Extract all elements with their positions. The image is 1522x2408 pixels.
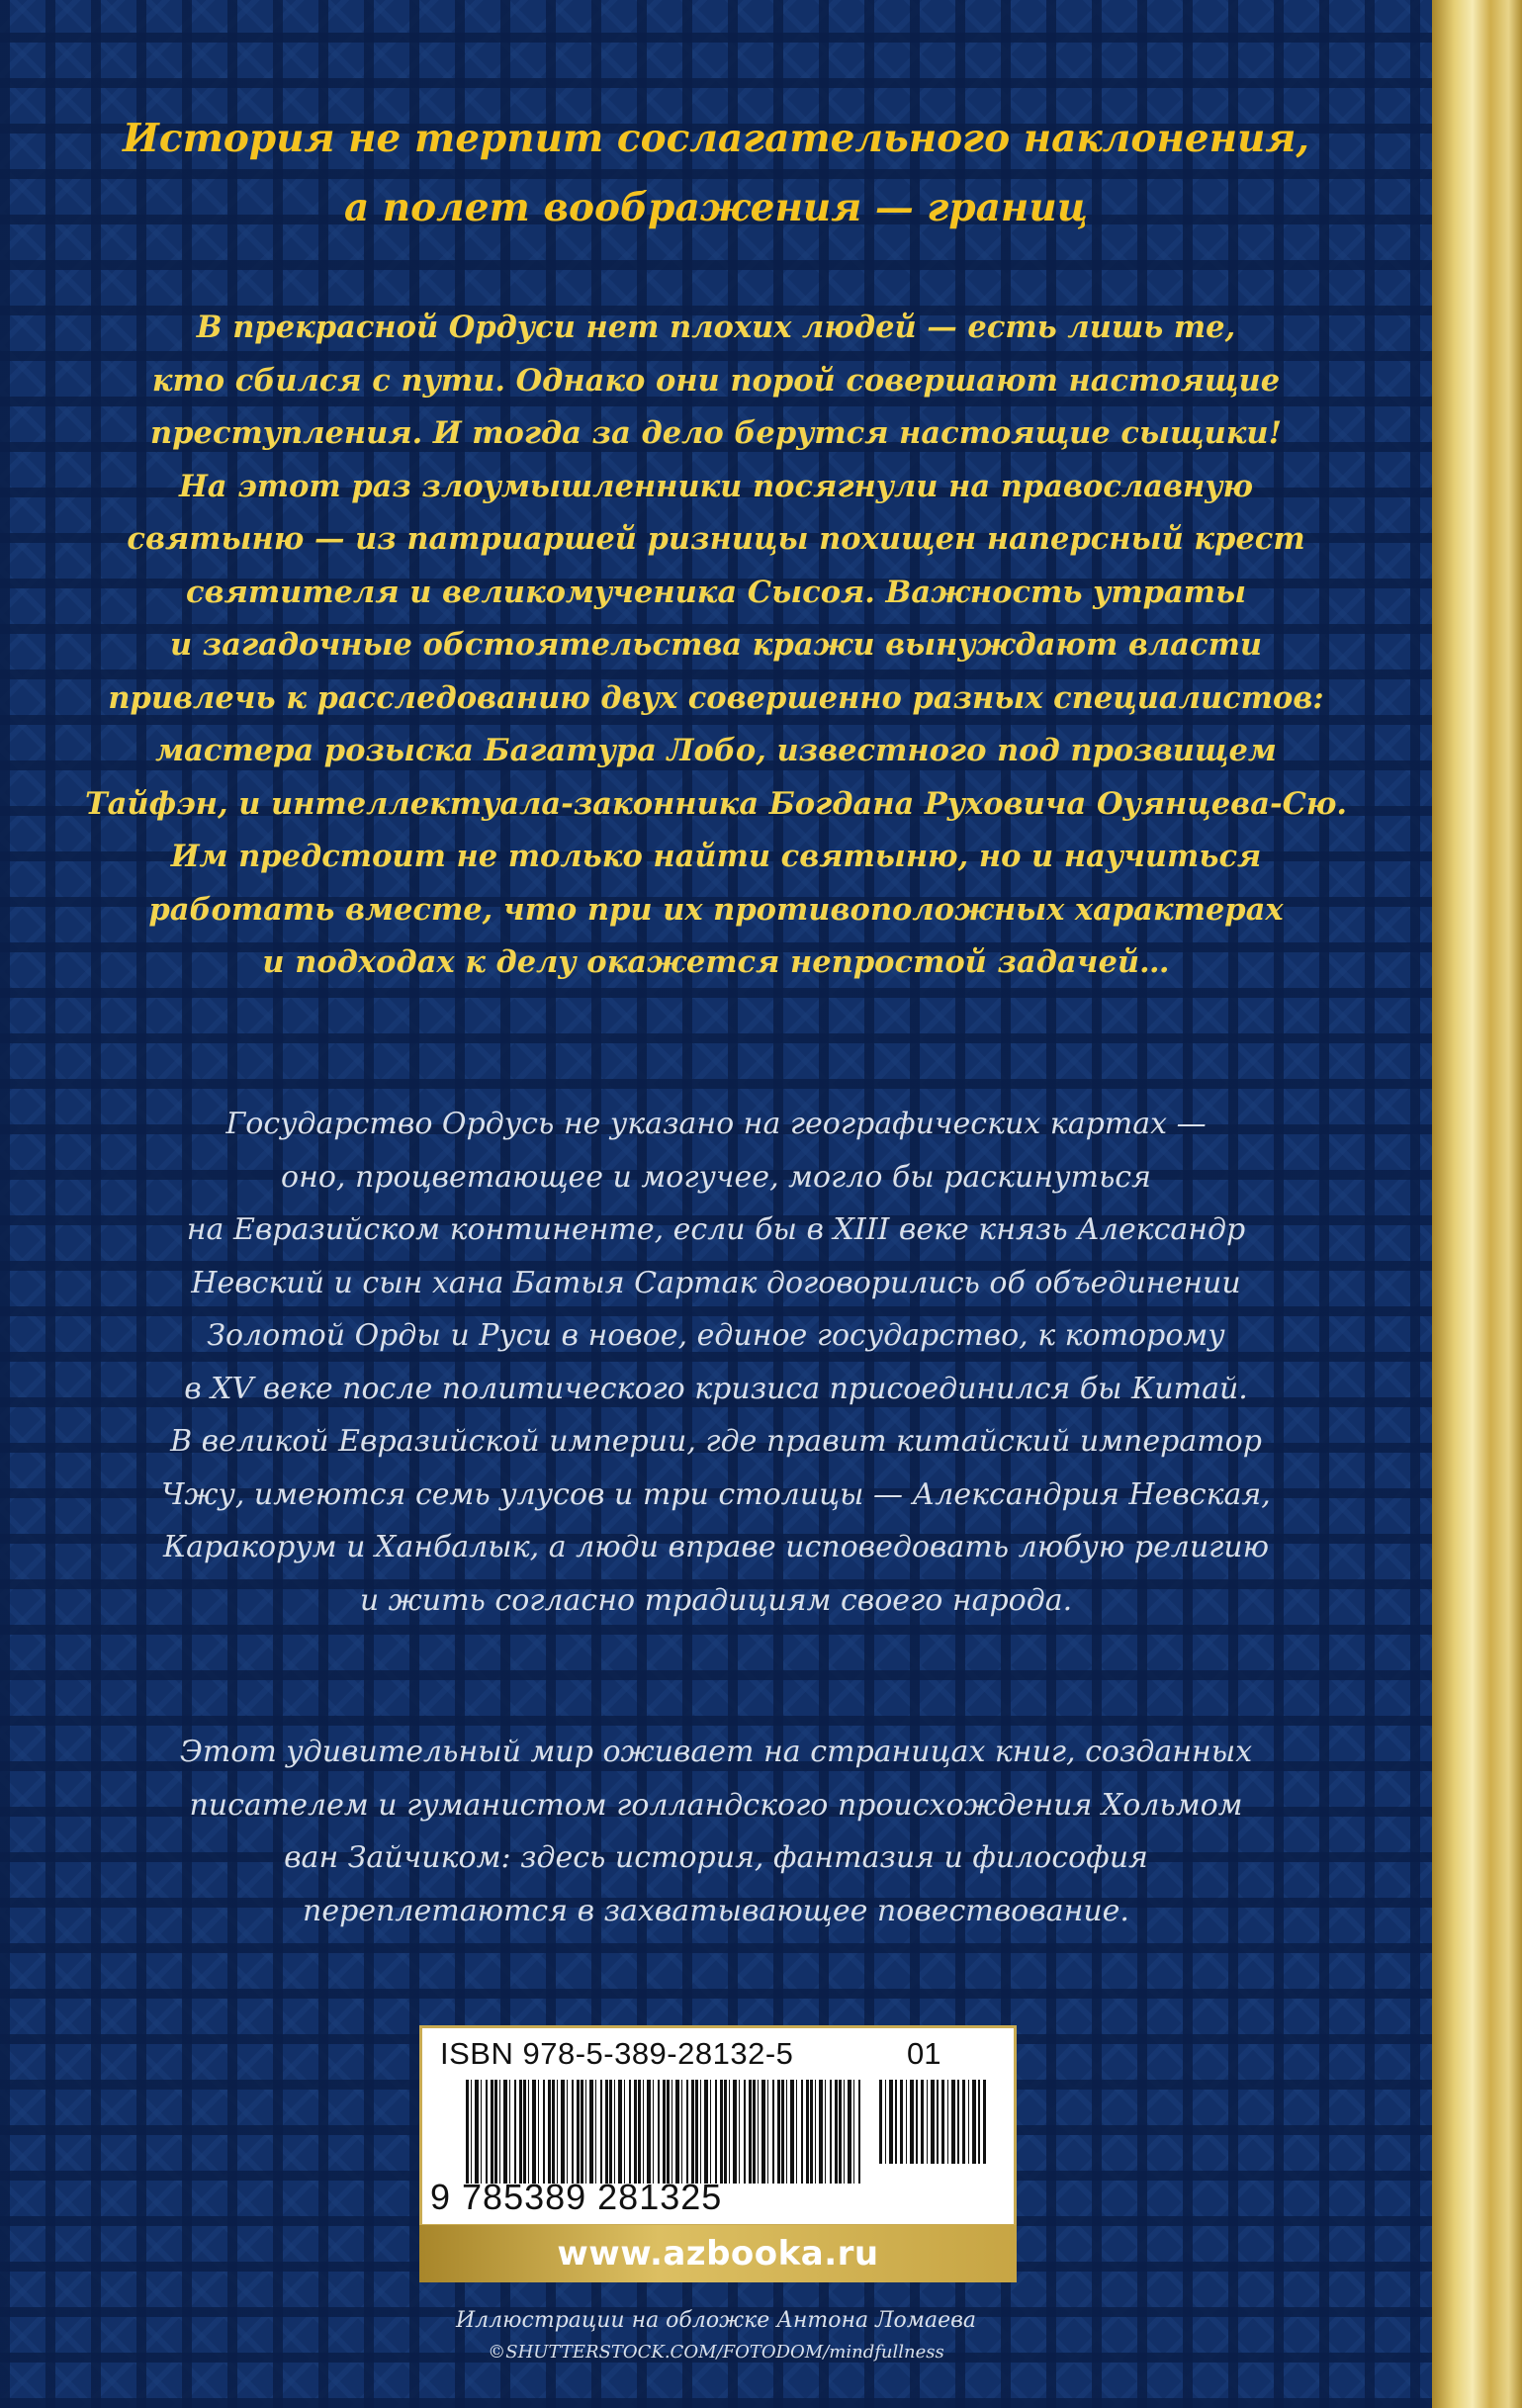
author-paragraph: [59, 1726, 1373, 1937]
world-line: и жить согласно традициям своего народа.: [359, 1582, 1073, 1618]
synopsis-line: работать вместе, что при их противоположных характерах: [148, 891, 1284, 928]
synopsis-line: привлечь к расследованию двух совершенно разных специалистов:: [108, 679, 1324, 716]
world-line: в XV веке после политического кризиса присоединился бы Китай.: [184, 1371, 1248, 1406]
barcode-digits: 9 785389 281325: [430, 2177, 723, 2217]
headline: [59, 104, 1373, 242]
isbn-barcode: [419, 2025, 1017, 2227]
world-line: В великой Евразийской империи, где правит китайский император: [170, 1424, 1262, 1459]
synopsis-line: Тайфэн, и интеллектуала-законника Богдана Руховича Оуянцева-Сю.: [84, 785, 1348, 822]
world-line: Чжу, имеются семь улусов и три столицы — Александрия Невская,: [161, 1476, 1271, 1512]
world-line: на Евразийском континенте, если бы в XIII веке князь Александр: [186, 1212, 1246, 1247]
gold-foil-spine-strip: [1432, 0, 1522, 2408]
synopsis-line: преступления. И тогда за дело берутся настоящие сыщики!: [150, 415, 1282, 451]
synopsis-line: и подходах к делу окажется непростой задачей…: [262, 944, 1170, 980]
world-line: Невский и сын хана Батыя Сартак договорились об объединении: [191, 1265, 1241, 1300]
headline-line: История не терпит сослагательного наклонения,: [123, 116, 1309, 161]
barcode-addon-bars: [879, 2080, 988, 2164]
publisher-website[interactable]: www.azbooka.ru: [557, 2234, 879, 2274]
credits: [59, 2304, 1373, 2367]
world-line: Государство Ордусь не указано на географических картах —: [225, 1107, 1207, 1141]
headline-line: а полет воображения — границ: [343, 185, 1089, 230]
world-line: Золотой Орды и Руси в новое, единое государство, к которому: [207, 1318, 1225, 1353]
world-line: оно, процветающее и могучее, могло бы раскинуться: [281, 1159, 1151, 1195]
publisher-website-banner: [419, 2225, 1017, 2282]
synopsis-line: мастера розыска Багатура Лобо, известного под прозвищем: [155, 733, 1277, 768]
author-line: переплетаются в захватывающее повествование.: [303, 1893, 1129, 1928]
barcode-bars: [466, 2080, 861, 2184]
world-line: Каракорум и Ханбалык, а люди вправе исповедовать любую религию: [162, 1530, 1270, 1564]
synopsis-line: и загадочные обстоятельства кражи вынуждают власти: [169, 627, 1263, 663]
author-line: Этот удивительный мир оживает на страницах книг, созданных: [179, 1735, 1253, 1769]
author-line: ван Зайчиком: здесь история, фантазия и философия: [284, 1840, 1148, 1875]
barcode-addon-code: 01: [907, 2036, 941, 2071]
synopsis-line: Им предстоит не только найти святыню, но и научиться: [170, 839, 1262, 874]
illustration-credit: Иллюстрации на обложке Антона Ломаева: [455, 2308, 977, 2333]
synopsis-line: кто сбился с пути. Однако они порой совершают настоящие: [151, 362, 1281, 399]
synopsis-line: святыню — из патриаршей ризницы похищен наперсный крест: [127, 521, 1305, 557]
world-description-paragraph: [59, 1098, 1373, 1627]
photo-credit: ©SHUTTERSTOCK.COM/FOTODOM/mindfullness: [488, 2342, 944, 2363]
isbn-number: ISBN 978-5-389-28132-5: [440, 2036, 794, 2071]
author-line: писателем и гуманистом голландского происхождения Хольмом: [189, 1787, 1243, 1823]
synopsis-line: В прекрасной Ордуси нет плохих людей — есть лишь те,: [196, 310, 1236, 345]
synopsis-line: святителя и великомученика Сысоя. Важность утраты: [186, 574, 1246, 610]
synopsis-paragraph: [59, 302, 1373, 990]
synopsis-line: На этот раз злоумышленники посягнули на православную: [178, 468, 1254, 504]
